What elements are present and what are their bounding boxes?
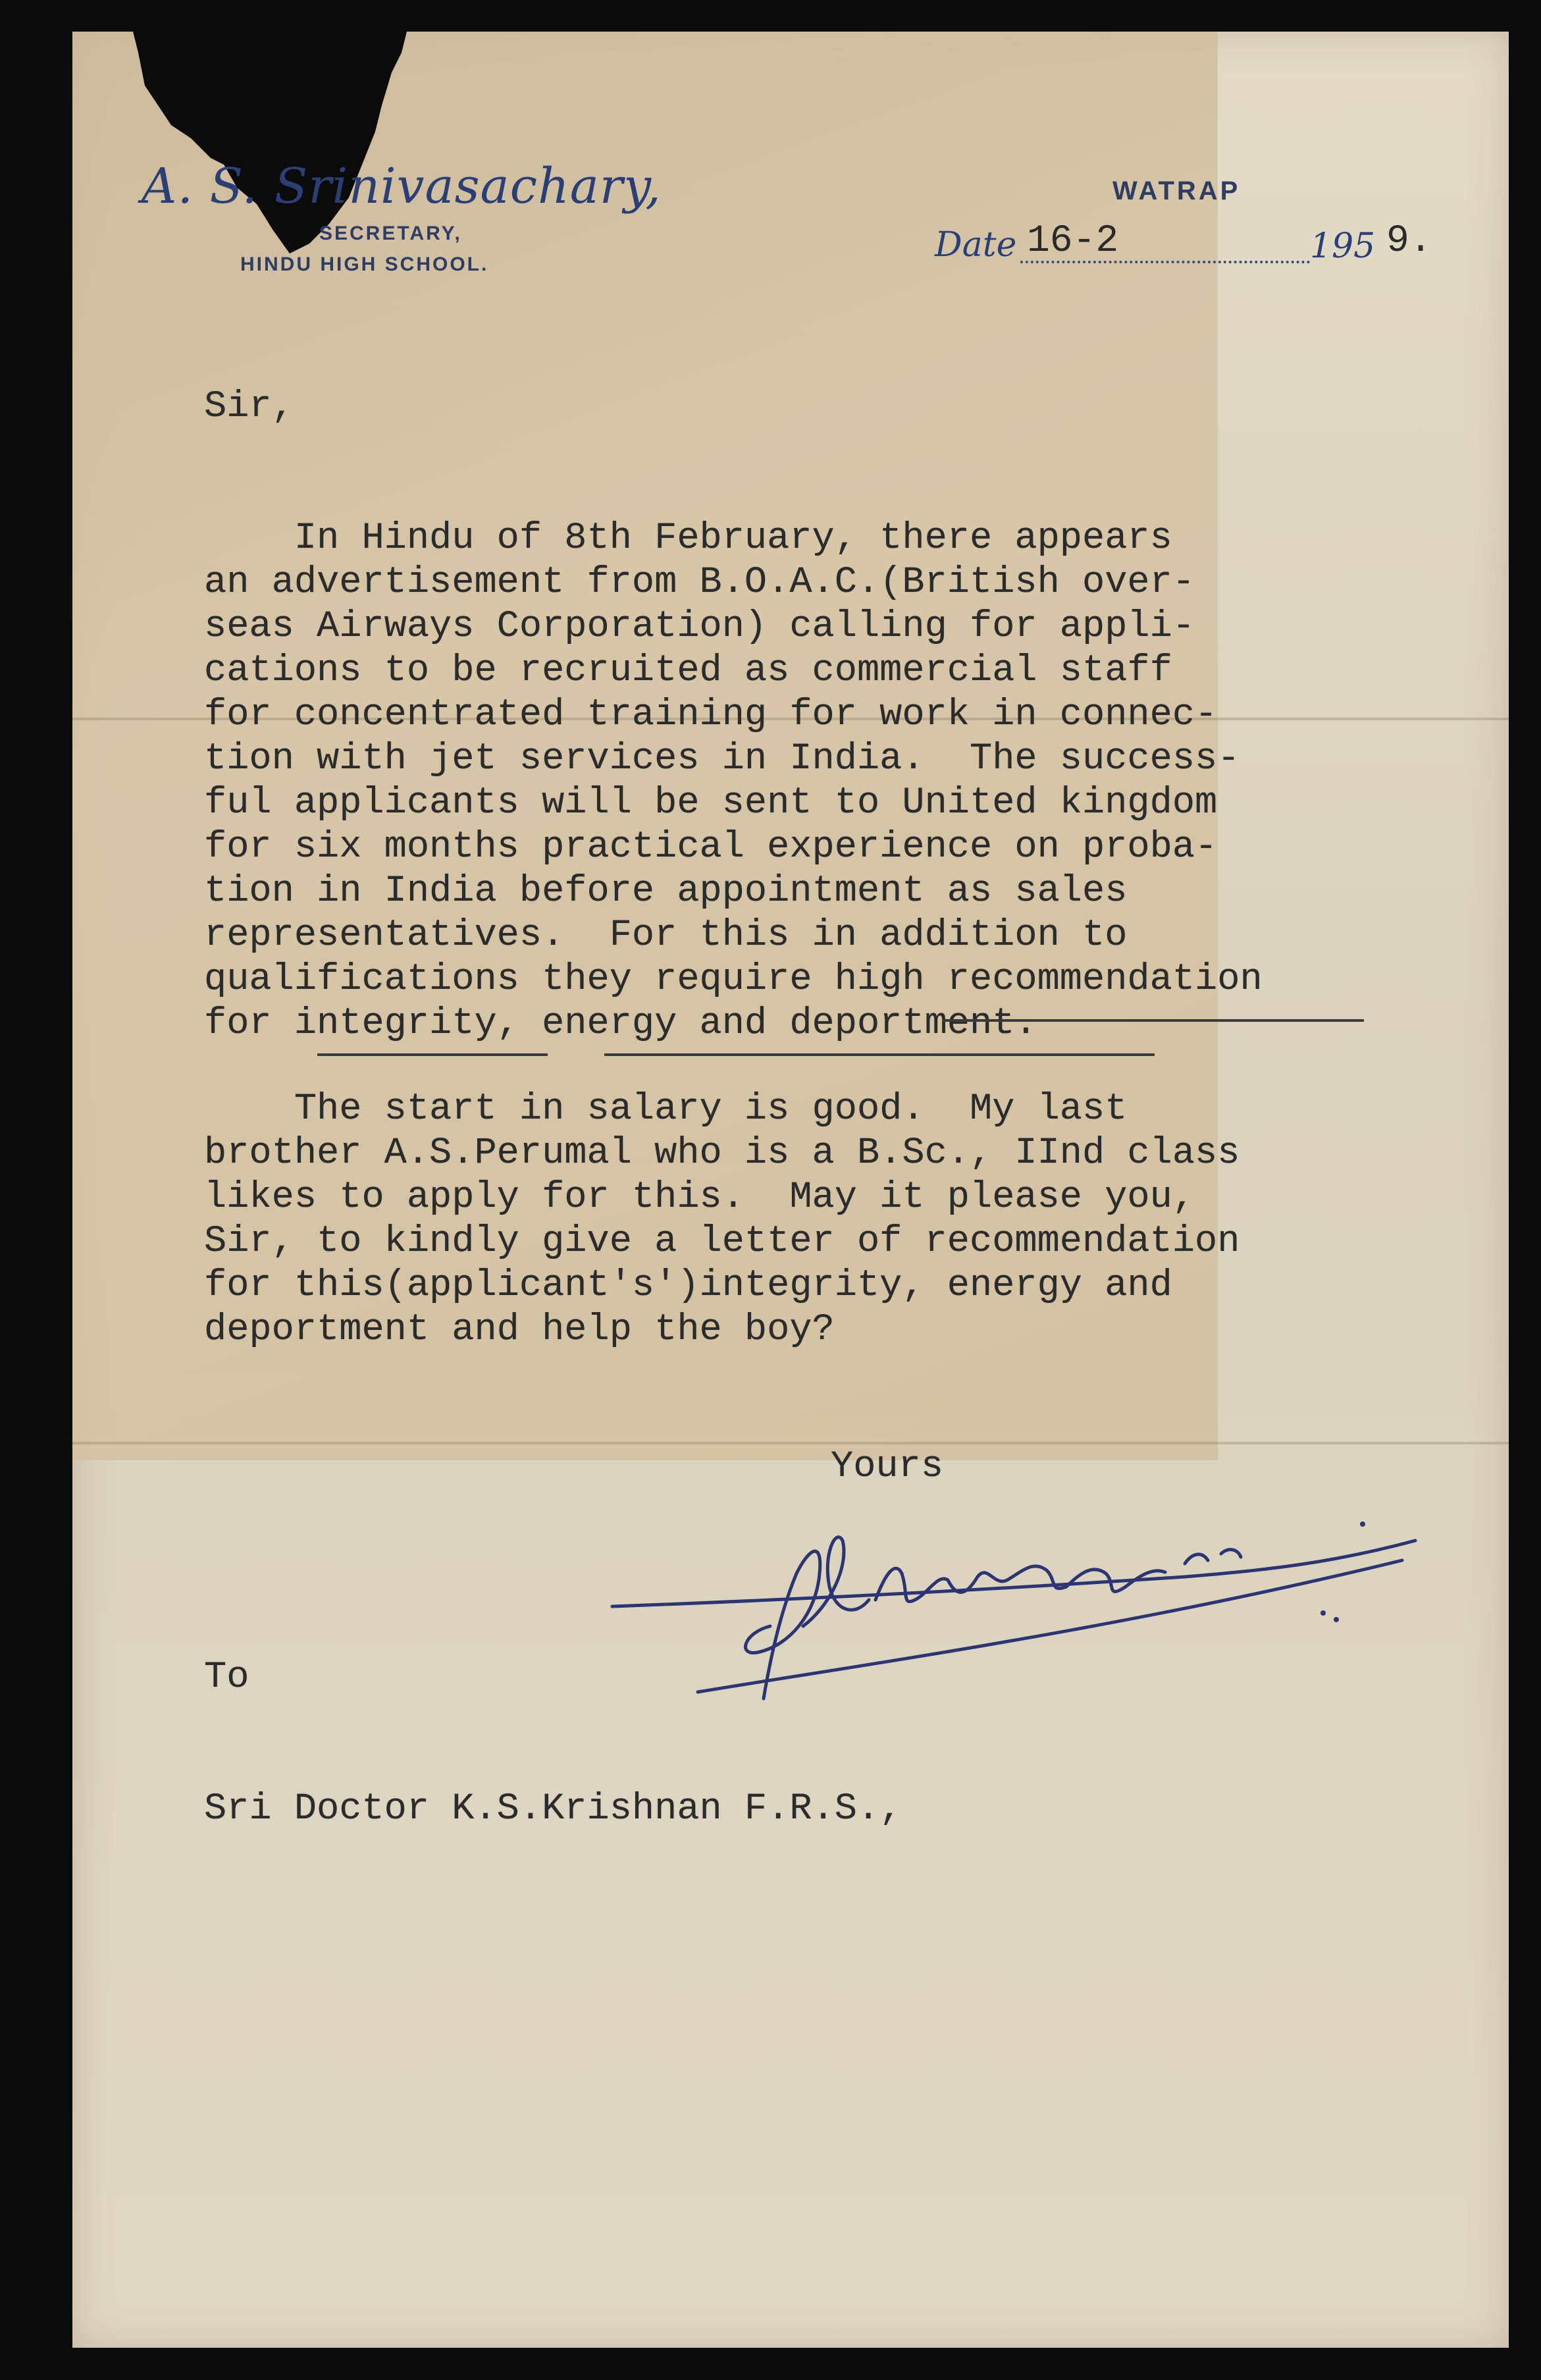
paragraph-2 <box>204 1088 1240 1352</box>
fold-line <box>72 1442 1509 1444</box>
typed-line: qualifications they require high recommendation <box>204 959 1263 1001</box>
typed-line: representatives. For this in addition to <box>204 914 1128 957</box>
letterhead-name: A. S. Srinivasachary, <box>142 158 662 215</box>
letterhead-place: WATRAP <box>1112 176 1241 205</box>
year-prefix: 195 <box>1310 226 1376 266</box>
underline <box>943 1019 1364 1022</box>
closing: Yours <box>831 1446 944 1488</box>
underline <box>604 1053 1155 1056</box>
letterhead-title: SECRETARY, <box>319 223 462 244</box>
typed-line: deportment and help the boy? <box>204 1309 835 1351</box>
paragraph-1 <box>204 517 1263 1046</box>
typed-line: The start in salary is good. My last <box>204 1088 1128 1130</box>
recipient: Sri Doctor K.S.Krishnan F.R.S., <box>204 1788 902 1830</box>
underline <box>317 1053 548 1056</box>
typed-line: for this(applicant's')integrity, energy and <box>204 1265 1172 1307</box>
typed-line: for concentrated training for work in connec- <box>204 694 1218 736</box>
typed-line: seas Airways Corporation) calling for appli- <box>204 606 1195 648</box>
signature <box>592 1501 1422 1718</box>
typed-line: tion in India before appointment as sales <box>204 870 1128 912</box>
letterhead-school: HINDU HIGH SCHOOL. <box>240 253 489 275</box>
typed-line: an advertisement from B.O.A.C.(British over- <box>204 562 1195 604</box>
date-row <box>935 217 1435 277</box>
typed-line: brother A.S.Perumal who is a B.Sc., IInd class <box>204 1132 1240 1175</box>
salutation: Sir, <box>204 386 294 428</box>
year-suffix: 9. <box>1386 220 1432 263</box>
typed-line: tion with jet services in India. The success- <box>204 738 1240 780</box>
typed-line: likes to apply for this. May it please you, <box>204 1177 1195 1219</box>
typed-line: ful applicants will be sent to United kingdom <box>204 782 1218 824</box>
typed-line: In Hindu of 8th February, there appears <box>204 517 1172 560</box>
to-label: To <box>204 1656 249 1699</box>
typed-line: Sir, to kindly give a letter of recommendation <box>204 1221 1240 1263</box>
date-label: Date <box>935 225 1017 265</box>
typed-line: cations to be recruited as commercial staff <box>204 650 1172 692</box>
typed-line: for integrity, energy and deportment. <box>204 1003 1037 1045</box>
date-value: 16-2 <box>1027 220 1119 263</box>
typed-line: for six months practical experience on proba- <box>204 826 1218 868</box>
